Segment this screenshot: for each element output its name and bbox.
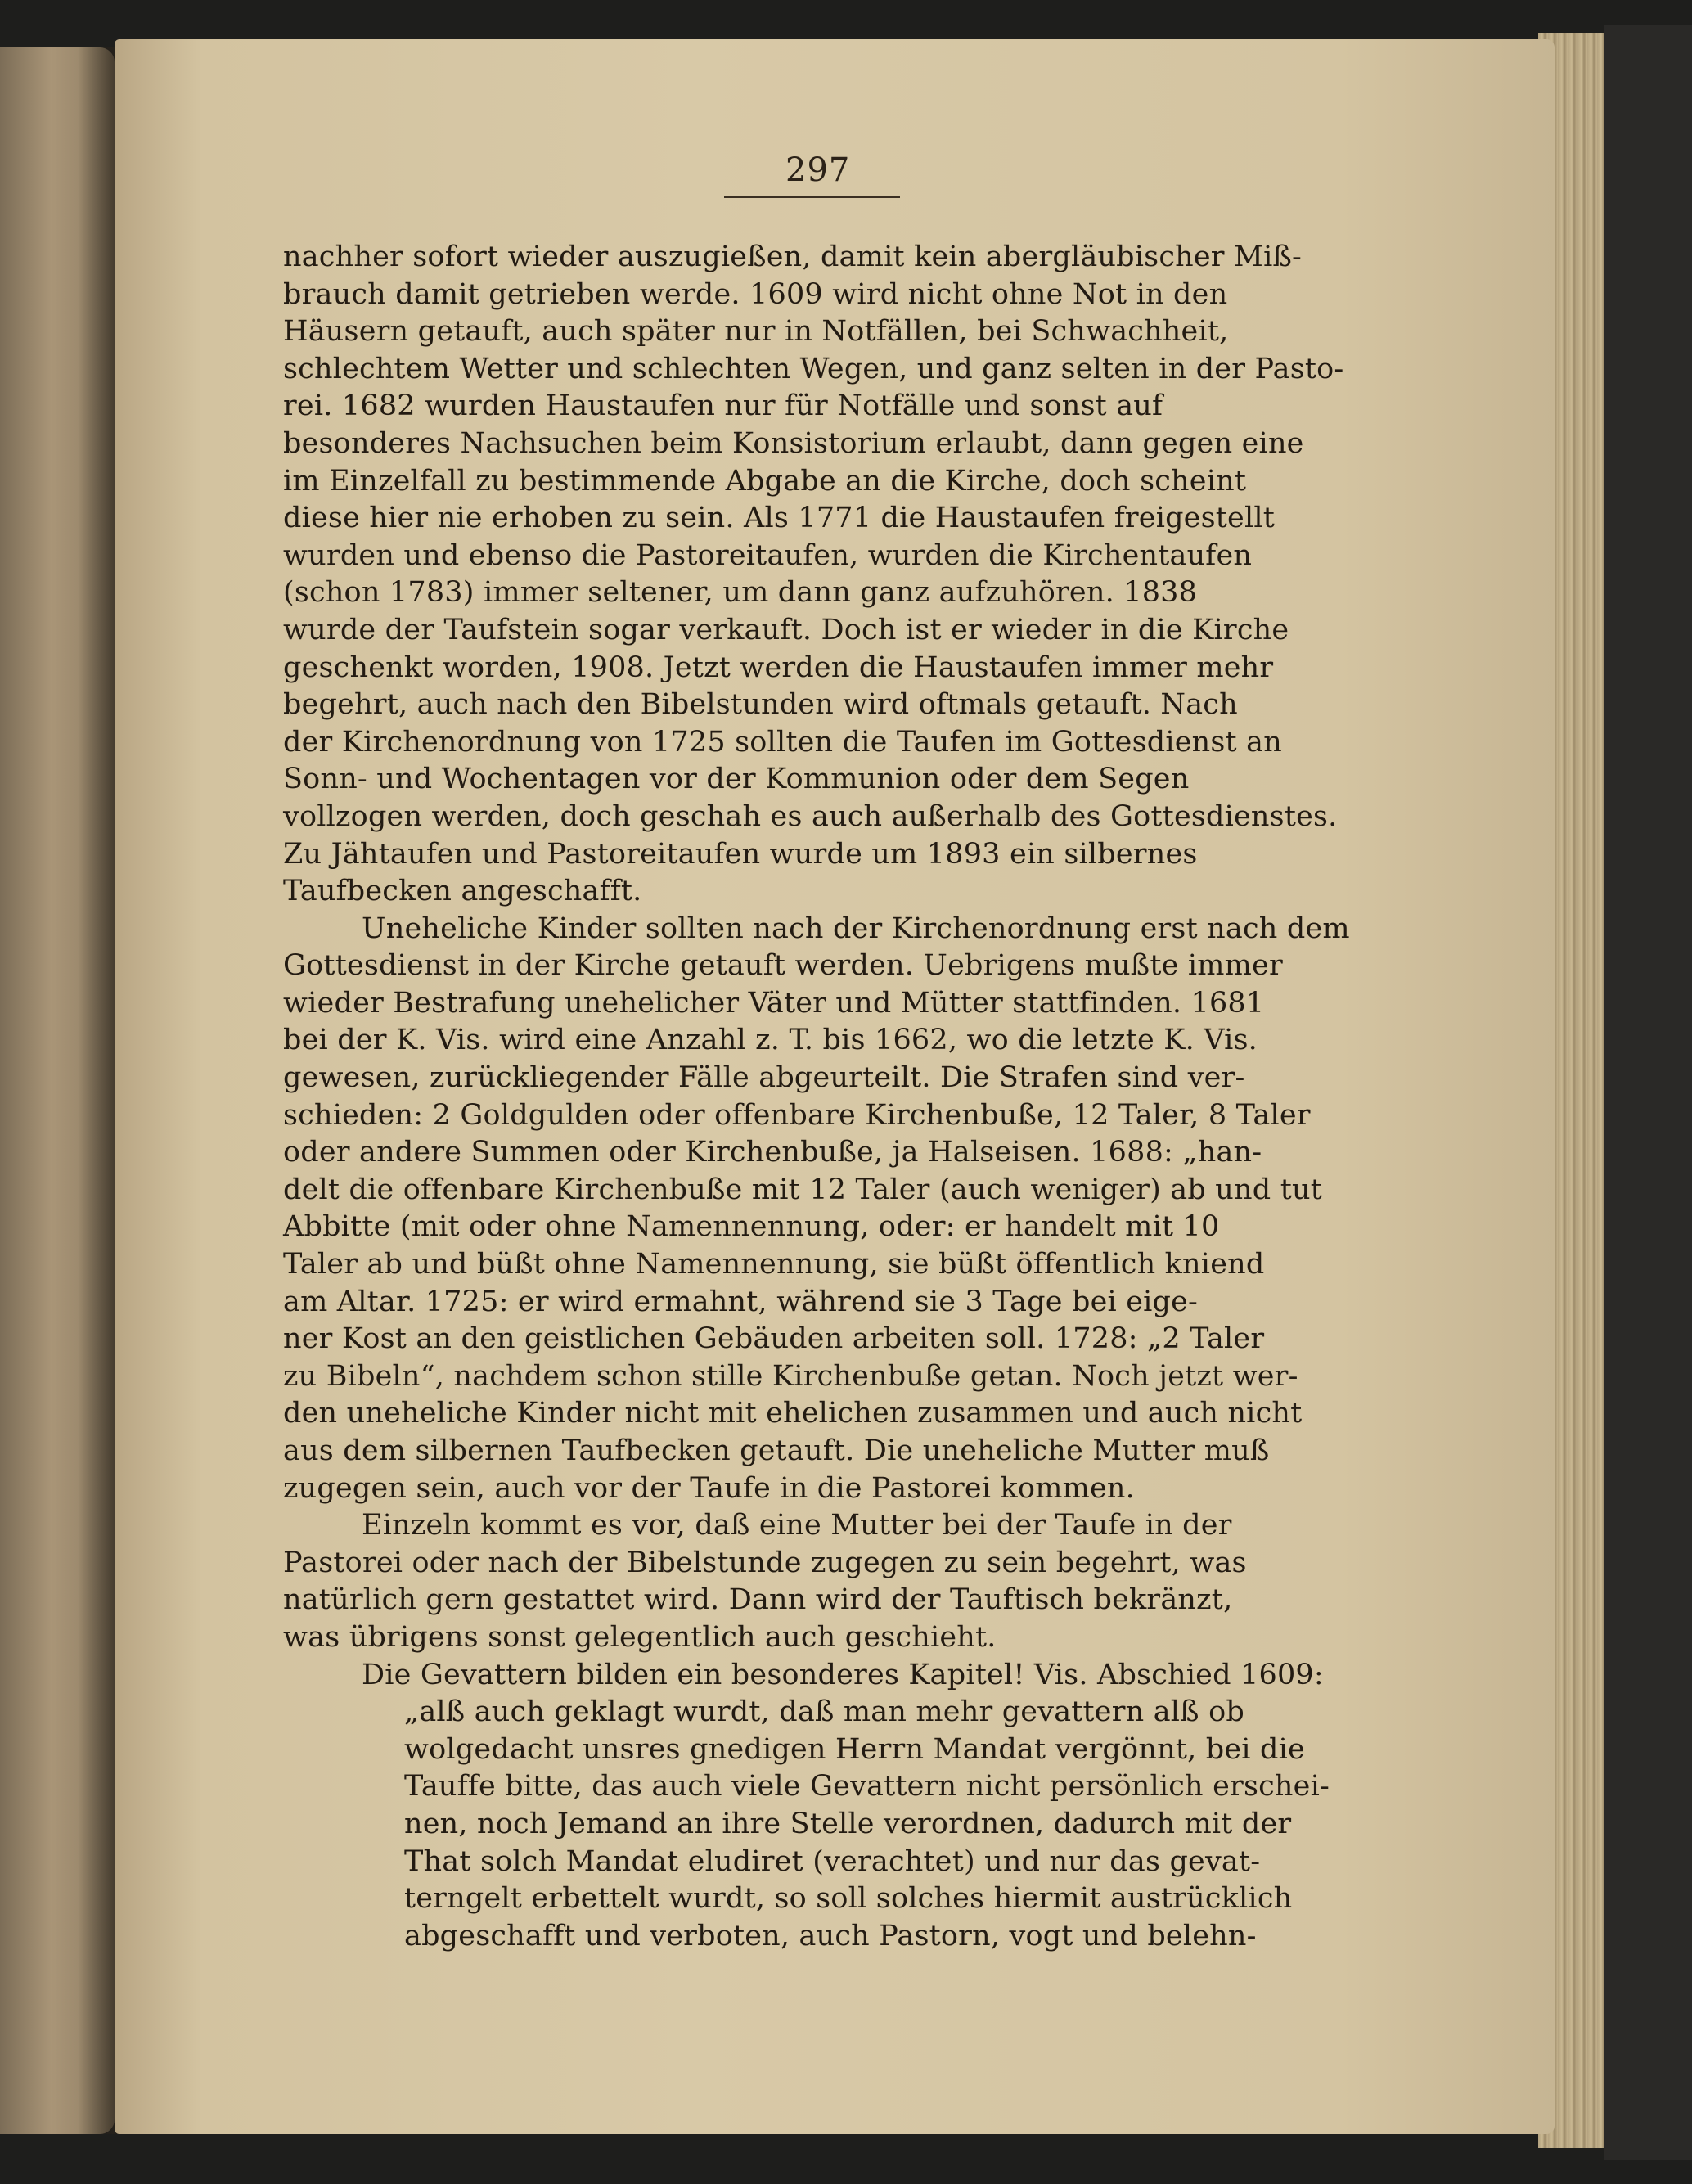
text-line: natürlich gern gestattet wird. Dann wird der Tauftisch bekränzt, [283,1583,1233,1617]
text-line: wolgedacht unsres gnedigen Herrn Mandat vergönnt, bei die [404,1732,1305,1766]
text-line: Pastorei oder nach der Bibelstunde zugegen zu sein begehrt, was [283,1546,1247,1579]
body-text [283,239,1355,1955]
text-line: Sonn- und Wochentagen vor der Kommunion oder dem Segen [283,763,1190,796]
text-line: Gottesdienst in der Kirche getauft werden. Uebrigens mußte immer [283,949,1283,983]
text-line: rei. 1682 wurden Haustaufen nur für Notfälle und sonst auf [283,390,1163,423]
text-line: oder andere Summen oder Kirchenbuße, ja Halseisen. 1688: „han- [283,1136,1262,1169]
text-line: gewesen, zurückliegender Fälle abgeurteilt. Die Strafen sind ver- [283,1061,1245,1095]
header-rule [724,196,900,198]
text-line: Uneheliche Kinder sollten nach der Kirchenordnung erst nach dem [362,912,1350,945]
text-line: aus dem silbernen Taufbecken getauft. Die uneheliche Mutter muß [283,1434,1270,1467]
text-line: bei der K. Vis. wird eine Anzahl z. T. bis 1662, wo die letzte K. Vis. [283,1024,1258,1057]
text-line: wurde der Taufstein sogar verkauft. Doch ist er wieder in die Kirche [283,613,1289,646]
text-line: brauch damit getrieben werde. 1609 wird nicht ohne Not in den [283,277,1228,311]
text-line: vollzogen werden, doch geschah es auch außerhalb des Gottesdienstes. [283,799,1338,833]
text-line: „alß auch geklagt wurdt, daß man mehr gevattern alß ob [404,1695,1244,1729]
text-line: Taufbecken angeschafft. [283,875,642,908]
text-line: Häusern getauft, auch später nur in Notfällen, bei Schwachheit, [283,315,1229,349]
text-line: zu Bibeln“, nachdem schon stille Kirchenbuße getan. Noch jetzt wer- [283,1359,1298,1393]
text-line: was übrigens sonst gelegentlich auch geschieht. [283,1620,997,1654]
text-line: abgeschafft und verboten, auch Pastorn, vogt und belehn- [404,1919,1257,1952]
text-line: der Kirchenordnung von 1725 sollten die Taufen im Gottesdienst an [283,725,1282,759]
text-line: den uneheliche Kinder nicht mit ehelichen zusammen und auch nicht [283,1397,1303,1430]
text-line: Die Gevattern bilden ein besonderes Kapitel! Vis. Abschied 1609: [362,1658,1324,1691]
text-line: wieder Bestrafung unehelicher Väter und Mütter stattfinden. 1681 [283,986,1265,1020]
text-line: geschenkt worden, 1908. Jetzt werden die Haustaufen immer mehr [283,651,1274,684]
text-line: zugegen sein, auch vor der Taufe in die Pastorei kommen. [283,1471,1135,1505]
text-line: besonderes Nachsuchen beim Konsistorium erlaubt, dann gegen eine [283,426,1304,460]
text-line: Tauffe bitte, das auch viele Gevattern nicht persönlich erschei- [404,1770,1330,1803]
text-line: That solch Mandat eludiret (verachtet) und nur das gevat- [404,1844,1261,1878]
text-line: Abbitte (mit oder ohne Namennennung, oder: er handelt mit 10 [283,1210,1220,1244]
text-line: im Einzelfall zu bestimmende Abgabe an die Kirche, doch scheint [283,464,1247,498]
text-line: am Altar. 1725: er wird ermahnt, während sie 3 Tage bei eige- [283,1285,1199,1318]
page-number: 297 [785,151,851,189]
text-line: schieden: 2 Goldgulden oder offenbare Kirchenbuße, 12 Taler, 8 Taler [283,1098,1311,1132]
text-line: Zu Jähtaufen und Pastoreitaufen wurde um 1893 ein silbernes [283,837,1198,871]
text-line: begehrt, auch nach den Bibelstunden wird oftmals getauft. Nach [283,688,1238,722]
text-line: Taler ab und büßt ohne Namennennung, sie büßt öffentlich kniend [283,1248,1265,1281]
text-line: nen, noch Jemand an ihre Stelle verordnen, dadurch mit der [404,1807,1292,1840]
text-line: Einzeln kommt es vor, daß eine Mutter bei der Taufe in der [362,1509,1232,1542]
text-line: delt die offenbare Kirchenbuße mit 12 Taler (auch weniger) ab und tut [283,1173,1322,1206]
book-cover-edge [1604,25,1692,2160]
text-line: terngelt erbettelt wurdt, so soll solches hiermit austrücklich [404,1882,1293,1916]
text-line: nachher sofort wieder auszugießen, damit kein abergläubischer Miß- [283,241,1303,273]
text-line: (schon 1783) immer seltener, um dann ganz aufzuhören. 1838 [283,576,1198,610]
text-line: wurden und ebenso die Pastoreitaufen, wurden die Kirchentaufen [283,538,1253,572]
text-line: ner Kost an den geistlichen Gebäuden arbeiten soll. 1728: „2 Taler [283,1322,1265,1356]
text-line: diese hier nie erhoben zu sein. Als 1771 die Haustaufen freigestellt [283,502,1275,535]
text-line: schlechtem Wetter und schlechten Wegen, und ganz selten in der Pasto- [283,352,1344,385]
